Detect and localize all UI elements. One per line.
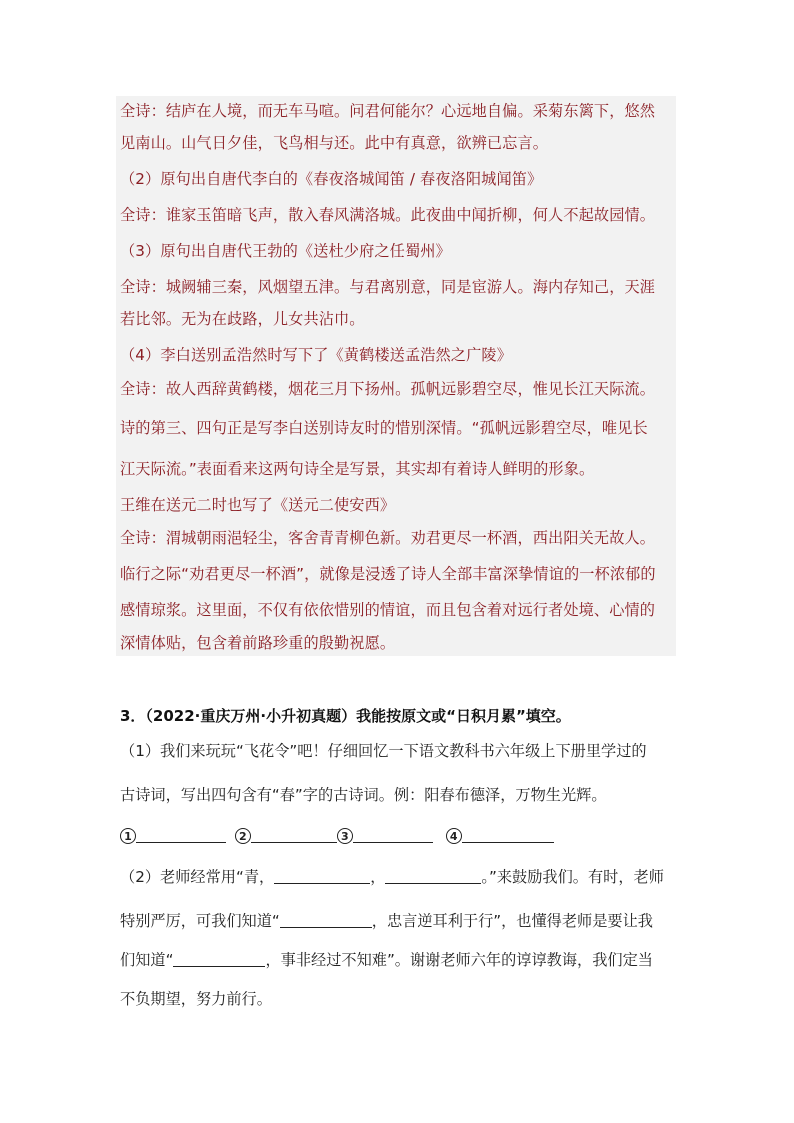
circled-number: 1: [120, 828, 136, 844]
answer-line: 全诗：结庐在人境，而无车马喧。问君何能尔？心远地自偏。采菊东篱下，悠然: [120, 102, 656, 120]
answer-blanks-row: [120, 826, 554, 846]
answer-line: （2）原句出自唐代李白的《春夜洛城闻笛 / 春夜洛阳城闻笛》: [120, 170, 543, 188]
circled-number: 2: [235, 828, 251, 844]
question-text: 们知道“: [120, 951, 174, 969]
question-text: 不负期望，努力前行。: [120, 990, 272, 1008]
answer-line: 江天际流。”表面看来这两句诗全是写景，其实却有着诗人鲜明的形象。: [120, 460, 595, 478]
answer-line: 诗的第三、四句正是写李白送别诗友时的惜别深情。“孤帆远影碧空尽，唯见长: [120, 419, 648, 437]
answer-line: 全诗：渭城朝雨浥轻尘，客舍青青柳色新。劝君更尽一杯酒，西出阳关无故人。: [120, 529, 656, 547]
circled-number: 3: [337, 828, 353, 844]
answer-line: 全诗：谁家玉笛暗飞声，散入春风满洛城。此夜曲中闻折柳，何人不起故园情。: [120, 206, 656, 224]
question-text-line: [120, 950, 653, 970]
fill-blank[interactable]: [274, 867, 370, 884]
question-text: ，: [370, 868, 386, 886]
answer-line: 临行之际“劝君更尽一杯酒”，就像是浸透了诗人全部丰富深挚情谊的一杯浓郁的: [120, 565, 656, 583]
question-text: ，忠言逆耳利于行”，也懂得老师是要让我: [371, 912, 653, 930]
fill-blank[interactable]: [251, 826, 337, 843]
fill-blank[interactable]: [173, 950, 265, 967]
question-text: ，事非经过不知难”。谢谢老师六年的谆谆教诲，我们定当: [265, 951, 653, 969]
question-text-line: [120, 911, 653, 931]
fill-blank[interactable]: [385, 867, 481, 884]
question-text: 古诗词，写出四句含有“春”字的古诗词。例：阳春布德泽，万物生光辉。: [120, 786, 607, 804]
answer-line: 见南山。山气日夕佳，飞鸟相与还。此中有真意，欲辨已忘言。: [120, 134, 549, 152]
question-text-line: [120, 867, 664, 887]
fill-blank[interactable]: [353, 826, 433, 843]
question-text: （2）老师经常用“青，: [120, 868, 275, 886]
question-text: 特别严厉，可我们知道“: [120, 912, 280, 930]
answer-line: 感情琼浆。这里面，不仅有依依惜别的情谊，而且包含着对远行者处境、心情的: [120, 601, 656, 619]
fill-blank[interactable]: [136, 826, 226, 843]
question-text: 。”来鼓励我们。有时，老师: [481, 868, 664, 886]
fill-blank[interactable]: [280, 911, 372, 928]
answer-line: 深情体贴，包含着前路珍重的殷勤祝愿。: [120, 634, 396, 652]
answer-line: 若比邻。无为在歧路，儿女共沾巾。: [120, 310, 365, 328]
answer-line: 全诗：故人西辞黄鹤楼，烟花三月下扬州。孤帆远影碧空尽，惟见长江天际流。: [120, 380, 656, 398]
answer-line: （4）李白送别孟浩然时写下了《黄鹤楼送孟浩然之广陵》: [120, 346, 512, 364]
answer-line: 全诗：城阙辅三秦，风烟望五津。与君离别意，同是宦游人。海内存知己，天涯: [120, 278, 656, 296]
circled-number: 4: [446, 828, 462, 844]
question-text: （1）我们来玩玩“飞花令”吧！仔细回忆一下语文教科书六年级上下册里学过的: [120, 742, 647, 760]
fill-blank[interactable]: [462, 826, 554, 843]
answer-line: 王维在送元二时也写了《送元二使安西》: [120, 496, 396, 514]
question-heading: 3．（2022·重庆万州·小升初真题）我能按原文或“日积月累”填空。: [120, 707, 571, 725]
answer-line: （3）原句出自唐代王勃的《送杜少府之任蜀州》: [120, 242, 451, 260]
